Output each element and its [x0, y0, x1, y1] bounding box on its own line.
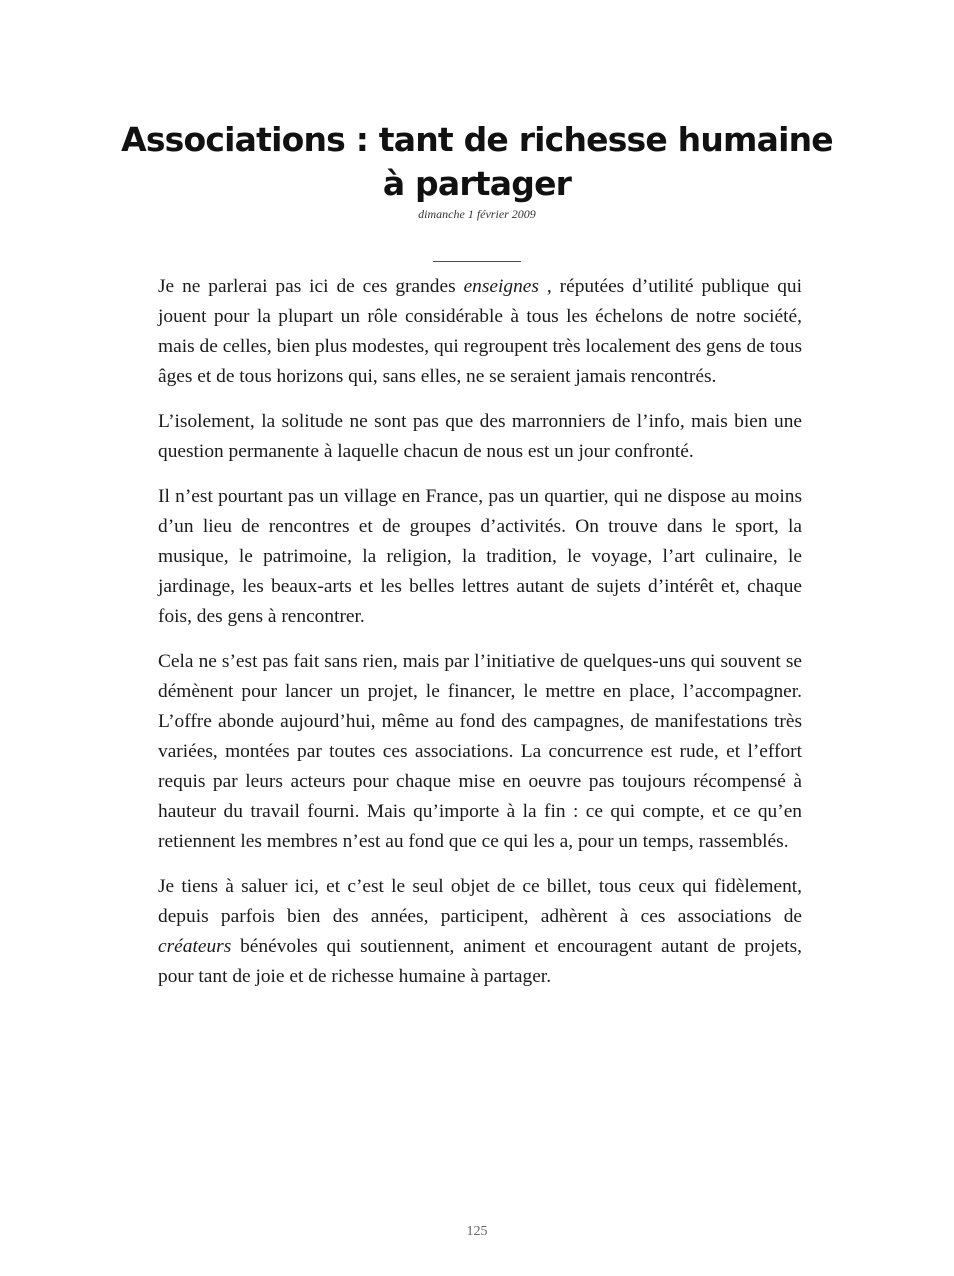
article-date: dimanche 1 février 2009 — [418, 207, 536, 221]
paragraph-5-text-a: Je tiens à saluer ici, et c’est le seul objet de ce billet, tous ceux qui fidèlement, depuis parfois bien des années, participent, adhèrent à ces associations de — [158, 875, 802, 927]
paragraph-3: Il n’est pourtant pas un village en France, pas un quartier, qui ne dispose au moins d’un lieu de rencontres et de groupes d’activités. On trouve dans le sport, la musique, le patrimoine, la religion, la tradition, le voyage, l’art culinaire, le jardinage, les beaux-arts et les belles lettres autant de sujets d’intérêt et, chaque fois, des gens à rencontrer. — [158, 485, 802, 627]
paragraph-2: L’isolement, la solitude ne sont pas que des marronniers de l’info, mais bien une question permanente à laquelle chacun de nous est un jour confronté. — [158, 410, 802, 462]
paragraph-1-text-a: Je ne parlerai pas ici de ces grandes — [158, 276, 464, 297]
paragraph-5 — [158, 872, 802, 992]
paragraph-1 — [158, 272, 802, 392]
article-body — [158, 272, 802, 1007]
article-title-line-2: à partager — [382, 164, 572, 203]
article-title — [120, 118, 834, 206]
paragraph-1-text-b: , réputées d’utilité publique qui jouent pour la plupart un rôle considérable à tous les échelons de notre société, mais de celles, bien plus modestes, qui regroupent très localement des gens de tous âges et de tous horizons qui, sans elles, ne se seraient jamais rencontrés. — [158, 276, 802, 388]
paragraph-1-emphasis: enseignes — [463, 276, 539, 297]
page-number: 125 — [466, 1224, 488, 1239]
title-separator: ___________ — [433, 247, 521, 264]
paragraph-5-text-b: bénévoles qui soutiennent, animent et encouragent autant de projets, pour tant de joie et de richesse humaine à partager. — [158, 935, 802, 987]
paragraph-4: Cela ne s’est pas fait sans rien, mais par l’initiative de quelques-uns qui souvent se démènent pour lancer un projet, le financer, le mettre en place, l’accompagner. L’offre abonde aujourd’hui, même au fond des campagnes, de manifestations très variées, montées par toutes ces associations. La concurrence est rude, et l’effort requis par leurs acteurs pour chaque mise en oeuvre pas toujours récompensé à hauteur du travail fourni. Mais qu’importe à la fin : ce qui compte, et ce qu’en retiennent les membres n’est au fond que ce qui les a, pour un temps, rassemblés. — [158, 650, 802, 853]
paragraph-5-emphasis: créateurs — [158, 935, 232, 957]
article-title-line-1: Associations : tant de richesse humaine — [121, 120, 833, 159]
